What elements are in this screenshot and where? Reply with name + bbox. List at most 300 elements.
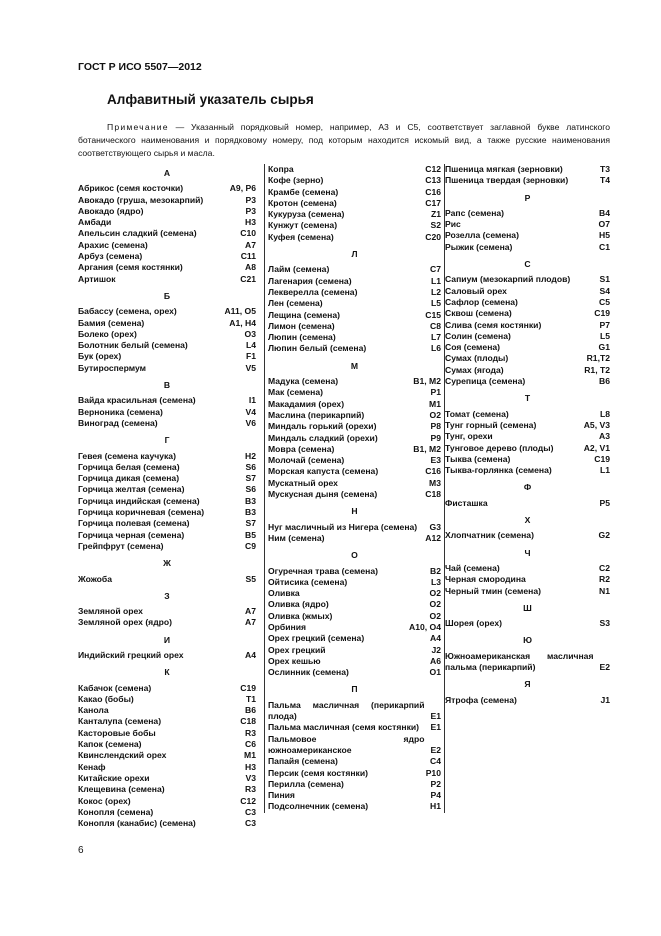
entry-code: А4 — [245, 649, 256, 660]
section-letter: Ю — [523, 635, 532, 646]
entry-name: Клещевина (семена) — [78, 784, 165, 795]
index-entry — [78, 329, 256, 340]
index-entry — [268, 522, 441, 533]
entry-name: Бамия (семена) — [78, 317, 145, 328]
entry-code: L1 — [599, 465, 610, 476]
entry-name: Миндаль сладкий (орехи) — [268, 432, 378, 443]
entry-name: Лагенария (семена) — [268, 275, 352, 286]
entry-code: G2 — [598, 530, 610, 541]
entry-name: Лайм (семена) — [268, 264, 330, 275]
index-entry — [268, 455, 441, 466]
index-entry — [445, 409, 610, 420]
entry-code: R3 — [245, 727, 256, 738]
index-column-1 — [78, 164, 256, 829]
index-entry — [78, 650, 256, 661]
index-entry — [268, 276, 441, 287]
index-entry — [445, 320, 610, 331]
entry-name: Верноника (семена) — [78, 406, 163, 417]
index-entry — [268, 566, 441, 577]
entry-name: Пальма масличная (перикарпий плода) — [268, 699, 425, 722]
entry-code: L5 — [430, 298, 441, 309]
entry-name: Абрикос (семя косточки) — [78, 183, 184, 194]
entry-name: Индийский грецкий орех — [78, 649, 184, 660]
entry-name: Болеко (орех) — [78, 328, 137, 339]
entry-name: Жожоба — [78, 573, 113, 584]
entry-name: Аргания (семя костянки) — [78, 262, 183, 273]
section-letter: Я — [524, 679, 531, 690]
index-entry — [78, 206, 256, 217]
entry-code: L8 — [599, 408, 610, 419]
entry-name: Сквош (семена) — [445, 308, 512, 319]
index-entry — [268, 466, 441, 477]
entry-code: С16 — [425, 466, 441, 477]
index-entry — [268, 779, 441, 790]
section-letter: М — [350, 360, 359, 371]
entry-code: В5 — [245, 529, 256, 540]
entry-code: Р4 — [430, 790, 441, 801]
entry-name: Копра — [268, 164, 294, 174]
entry-name: Болотник белый (семена) — [78, 340, 188, 351]
index-entry — [268, 298, 441, 309]
index-entry — [78, 407, 256, 418]
entry-code: L7 — [430, 332, 441, 343]
index-entry — [268, 209, 441, 220]
index-entry — [268, 768, 441, 779]
entry-code: R1,Т2 — [586, 353, 610, 364]
index-entry — [445, 530, 610, 541]
index-entry — [268, 588, 441, 599]
index-entry — [78, 507, 256, 518]
entry-name: Горчица коричневая (семена) — [78, 507, 205, 518]
index-entry — [78, 807, 256, 818]
entry-code: А7 — [245, 617, 256, 628]
entry-code: С8 — [430, 320, 441, 331]
entry-name: Оливка (ядро) — [268, 599, 329, 610]
index-entry — [268, 220, 441, 231]
entry-code: О1 — [429, 667, 441, 678]
entry-code: М1 — [244, 750, 256, 761]
entry-name: Макадамия (орех) — [268, 398, 345, 409]
entry-code: Е2 — [430, 744, 441, 755]
entry-code: Z1 — [430, 209, 441, 220]
index-entry — [445, 498, 610, 509]
index-entry — [268, 321, 441, 332]
index-entry — [268, 478, 441, 489]
index-entry — [78, 251, 256, 262]
index-entry — [78, 363, 256, 374]
index-entry — [268, 533, 441, 544]
entry-name: Рис — [445, 219, 461, 230]
entry-name: Ним (семена) — [268, 532, 325, 543]
entry-code: С17 — [425, 197, 441, 208]
entry-name: Орех грецкий (семена) — [268, 633, 365, 644]
entry-name: Мускатный орех — [268, 477, 338, 488]
index-entry — [78, 716, 256, 727]
index-column-2 — [264, 164, 445, 813]
entry-code: С5 — [599, 296, 610, 307]
entry-code: S2 — [430, 220, 441, 231]
index-entry — [268, 722, 441, 733]
index-entry — [268, 376, 441, 387]
index-entry — [445, 342, 610, 353]
entry-code: S6 — [245, 461, 256, 472]
entry-name: Шорея (орех) — [445, 618, 502, 629]
entry-name: Нуг масличный из Нигера (семена) — [268, 521, 418, 532]
entry-name: Сумах (ягода) — [445, 364, 504, 375]
entry-name: Земляной орех — [78, 606, 143, 617]
entry-name: Мовра (семена) — [268, 443, 335, 454]
entry-name: Конопля (семена) — [78, 806, 154, 817]
entry-code: Р2 — [430, 778, 441, 789]
entry-code: J2 — [431, 644, 441, 655]
entry-name: Рыжик (семена) — [445, 241, 513, 252]
index-entry — [78, 750, 256, 761]
index-entry — [268, 287, 441, 298]
section-letter: С — [524, 259, 531, 270]
entry-name: Люпин белый (семена) — [268, 343, 367, 354]
entry-name: Черный тмин (семена) — [445, 585, 541, 596]
section-letter: Г — [164, 435, 170, 446]
entry-code: R2 — [599, 574, 610, 585]
index-entry — [78, 262, 256, 273]
index-entry — [78, 728, 256, 739]
entry-code: S3 — [599, 618, 610, 629]
index-entry — [268, 387, 441, 398]
entry-code: А6 — [430, 655, 441, 666]
entry-name: Пиния — [268, 790, 295, 801]
entry-code: Т4 — [599, 175, 610, 186]
entry-code: О2 — [429, 588, 441, 599]
note-label: Примечание — [107, 122, 169, 132]
index-entry — [268, 421, 441, 432]
entry-name: Морская капуста (семена) — [268, 466, 379, 477]
entry-name: Оливка (жмых) — [268, 610, 333, 621]
section-letter: Х — [524, 515, 531, 526]
index-entry — [445, 365, 610, 376]
entry-code: Е1 — [430, 711, 441, 722]
entry-name: Миндаль горький (орехи) — [268, 421, 377, 432]
entry-code: С7 — [430, 264, 441, 275]
index-entry — [445, 175, 610, 186]
section-letter: И — [163, 634, 171, 645]
index-entry — [445, 618, 610, 629]
entry-code: S7 — [245, 518, 256, 529]
entry-name: Горчица черная (семена) — [78, 529, 185, 540]
entry-code: С9 — [245, 540, 256, 551]
entry-code: F1 — [245, 351, 256, 362]
entry-name: Горчица индийская (семена) — [78, 495, 200, 506]
entry-name: Горчица белая (семена) — [78, 461, 180, 472]
entry-name: Кокос (орех) — [78, 795, 131, 806]
entry-code: В6 — [599, 376, 610, 387]
entry-name: Бук (орех) — [78, 351, 122, 362]
index-entry — [78, 195, 256, 206]
index-entry — [268, 645, 441, 656]
section-letter: В — [163, 380, 171, 391]
entry-name: Капок (семена) — [78, 739, 142, 750]
entry-name: Фисташка — [445, 497, 488, 508]
entry-code: С13 — [425, 175, 441, 186]
index-entry — [268, 399, 441, 410]
entry-name: Кукуруза (семена) — [268, 209, 345, 220]
entry-code: G3 — [429, 521, 441, 532]
index-entry — [445, 331, 610, 342]
index-entry — [78, 773, 256, 784]
entry-code: В4 — [599, 207, 610, 218]
index-entry — [445, 454, 610, 465]
entry-name: Бутироспермум — [78, 362, 146, 373]
section-letter: Ф — [523, 482, 532, 493]
entry-name: Артишок — [78, 273, 116, 284]
entry-name: Авокадо (груша, мезокарпий) — [78, 194, 204, 205]
entry-name: Мадука (семена) — [268, 376, 339, 387]
entry-code: С3 — [245, 806, 256, 817]
entry-code: С6 — [245, 739, 256, 750]
entry-code: Н3 — [245, 761, 256, 772]
entry-name: Орех грецкий — [268, 644, 326, 655]
entry-name: Гевея (семена каучука) — [78, 450, 176, 461]
index-entry — [445, 230, 610, 241]
entry-name: Перилла (семена) — [268, 778, 344, 789]
entry-code: Н2 — [245, 450, 256, 461]
section-letter: П — [351, 684, 358, 695]
entry-name: Кротон (семена) — [268, 197, 337, 208]
entry-name: Земляной орех (ядро) — [78, 617, 173, 628]
index-entry — [78, 739, 256, 750]
index-entry — [445, 308, 610, 319]
index-entry — [78, 274, 256, 285]
index-entry — [445, 651, 610, 674]
index-entry — [78, 541, 256, 552]
entry-code: О2 — [429, 409, 441, 420]
index-entry — [268, 264, 441, 275]
entry-code: L5 — [599, 330, 610, 341]
index-entry — [268, 343, 441, 354]
entry-name: Орбиния — [268, 621, 307, 632]
entry-code: Р3 — [245, 205, 256, 216]
entry-name: Касторовые бобы — [78, 727, 156, 738]
entry-name: Пшеница твердая (зерновки) — [445, 175, 569, 186]
entry-code: В6 — [245, 705, 256, 716]
entry-code: В3 — [245, 507, 256, 518]
entry-code: Е2 — [599, 661, 610, 672]
entry-name: Пшеница мягкая (зерновки) — [445, 164, 563, 174]
entry-code: S4 — [599, 285, 610, 296]
entry-code: А12 — [425, 532, 441, 543]
entry-name: Подсолнечник (семена) — [268, 801, 369, 812]
entry-name: Орех кешью — [268, 655, 321, 666]
entry-code: Т1 — [245, 693, 256, 704]
entry-name: Папайя (семена) — [268, 756, 338, 767]
entry-code: М3 — [429, 477, 441, 488]
entry-code: В1, М2 — [413, 376, 441, 387]
entry-name: Лекверелла (семена) — [268, 286, 358, 297]
entry-code: Т3 — [599, 164, 610, 174]
entry-code: О3 — [244, 328, 256, 339]
entry-name: Мускусная дыня (семена) — [268, 489, 378, 500]
section-letter: Ж — [163, 558, 171, 569]
index-entry — [78, 694, 256, 705]
entry-code: О2 — [429, 599, 441, 610]
index-entry — [78, 496, 256, 507]
entry-code: L6 — [430, 343, 441, 354]
index-entry — [268, 444, 441, 455]
entry-code: Р5 — [599, 497, 610, 508]
entry-code: С11 — [240, 251, 256, 262]
entry-code: Р7 — [599, 319, 610, 330]
index-entry — [78, 518, 256, 529]
entry-name: Горчица полевая (семена) — [78, 518, 190, 529]
index-entry — [78, 228, 256, 239]
entry-code: L2 — [430, 286, 441, 297]
entry-name: Горчица желтая (семена) — [78, 484, 185, 495]
index-entry — [78, 306, 256, 317]
index-entry — [268, 734, 441, 757]
entry-code: А5, V3 — [583, 419, 610, 430]
entry-code: Р10 — [425, 767, 441, 778]
entry-name: Горчица дикая (семена) — [78, 473, 180, 484]
entry-name: Ослинник (семена) — [268, 667, 349, 678]
entry-name: Грейпфрут (семена) — [78, 540, 164, 551]
entry-code: О2 — [429, 610, 441, 621]
index-entry — [268, 410, 441, 421]
entry-code: С4 — [430, 756, 441, 767]
index-entry — [78, 705, 256, 716]
index-entry — [445, 353, 610, 364]
entry-name: Сурепица (семена) — [445, 376, 526, 387]
index-entry — [268, 232, 441, 243]
section-letter: К — [164, 667, 170, 678]
entry-name: Кофе (зерно) — [268, 175, 324, 186]
entry-name: Южноамериканская масличная пальма (перикарпий) — [445, 650, 594, 672]
entry-code: С19 — [594, 308, 610, 319]
entry-code: V6 — [245, 417, 256, 428]
index-entry — [78, 818, 256, 829]
entry-code: А9, Р6 — [229, 183, 256, 194]
entry-code: С1 — [599, 241, 610, 252]
index-entry — [445, 586, 610, 597]
section-letter: Н — [351, 506, 358, 517]
entry-name: Канталупа (семена) — [78, 716, 162, 727]
index-entry — [268, 489, 441, 500]
entry-code: L3 — [430, 576, 441, 587]
index-entry — [445, 208, 610, 219]
entry-code: С18 — [240, 716, 256, 727]
entry-name: Чай (семена) — [445, 562, 500, 573]
index-entry — [268, 332, 441, 343]
entry-code: А2, V1 — [583, 442, 610, 453]
index-entry — [78, 484, 256, 495]
entry-name: Китайские орехи — [78, 772, 150, 783]
entry-name: Пальмовое ядро южноамериканское — [268, 733, 425, 755]
entry-code: С15 — [425, 309, 441, 320]
entry-code: Н1 — [430, 801, 441, 812]
section-letter: Л — [351, 249, 358, 260]
entry-name: Авокадо (ядро) — [78, 205, 144, 216]
entry-code: Р9 — [430, 432, 441, 443]
entry-code: S1 — [599, 274, 610, 285]
entry-name: Ойтисика (семена) — [268, 576, 348, 587]
entry-name: Арбуз (семена) — [78, 251, 143, 262]
index-entry — [78, 473, 256, 484]
note-paragraph — [78, 121, 610, 160]
index-entry — [78, 418, 256, 429]
index-entry — [268, 633, 441, 644]
index-entry — [268, 667, 441, 678]
section-letter: О — [351, 550, 358, 561]
entry-code: Р1 — [430, 387, 441, 398]
index-entry — [445, 297, 610, 308]
index-entry — [78, 318, 256, 329]
entry-name: Огуречная трава (семена) — [268, 565, 378, 576]
entry-code: V5 — [245, 362, 256, 373]
entry-name: Кабачок (семена) — [78, 682, 152, 693]
index-entry — [78, 395, 256, 406]
entry-name: Крамбе (семена) — [268, 186, 339, 197]
entry-name: Сумах (плоды) — [445, 353, 509, 364]
index-entry — [445, 443, 610, 454]
entry-code: С21 — [240, 273, 256, 284]
entry-code: Р8 — [430, 421, 441, 432]
entry-code: В1, М2 — [413, 443, 441, 454]
entry-name: Саловый орех — [445, 285, 507, 296]
index-entry — [268, 656, 441, 667]
index-entry — [268, 790, 441, 801]
section-letter: Ч — [524, 547, 531, 558]
entry-code: V3 — [245, 772, 256, 783]
index-entry — [78, 351, 256, 362]
index-entry — [445, 420, 610, 431]
entry-name: Тунг горный (семена) — [445, 419, 537, 430]
entry-name: Ятрофа (семена) — [445, 694, 517, 705]
entry-name: Тунговое дерево (плоды) — [445, 442, 554, 453]
entry-name: Лимон (семена) — [268, 320, 335, 331]
entry-name: Амбади — [78, 217, 112, 228]
entry-name: Тыква-горлянка (семена) — [445, 465, 552, 476]
page-number: 6 — [78, 845, 84, 856]
index-entry — [78, 530, 256, 541]
entry-code: В2 — [430, 565, 441, 576]
index-entry — [445, 242, 610, 253]
section-letter: Ш — [523, 602, 532, 613]
entry-code: S7 — [245, 473, 256, 484]
entry-name: Лещина (семена) — [268, 309, 340, 320]
entry-name: Тыква (семена) — [445, 453, 511, 464]
entry-name: Томат (семена) — [445, 408, 509, 419]
entry-name: Апельсин сладкий (семена) — [78, 228, 197, 239]
entry-code: С18 — [425, 489, 441, 500]
entry-code: С19 — [594, 453, 610, 464]
entry-code: Н5 — [599, 230, 610, 241]
entry-name: Вайда красильная (семена) — [78, 395, 196, 406]
entry-name: Канола — [78, 705, 109, 716]
entry-name: Бабассу (семена, орех) — [78, 306, 177, 317]
entry-code: N1 — [599, 585, 610, 596]
section-letter: Б — [163, 290, 171, 301]
section-letter: Т — [524, 393, 531, 404]
index-entry — [268, 611, 441, 622]
index-entry — [78, 762, 256, 773]
index-entry — [268, 622, 441, 633]
index-entry — [78, 462, 256, 473]
entry-name: Маслина (перикарпий) — [268, 409, 365, 420]
entry-name: Соя (семена) — [445, 342, 501, 353]
section-letter: Р — [524, 192, 531, 203]
index-entry — [78, 340, 256, 351]
index-entry — [268, 700, 441, 723]
entry-name: Кенаф — [78, 761, 106, 772]
page-title: Алфавитный указатель сырья — [107, 92, 314, 107]
